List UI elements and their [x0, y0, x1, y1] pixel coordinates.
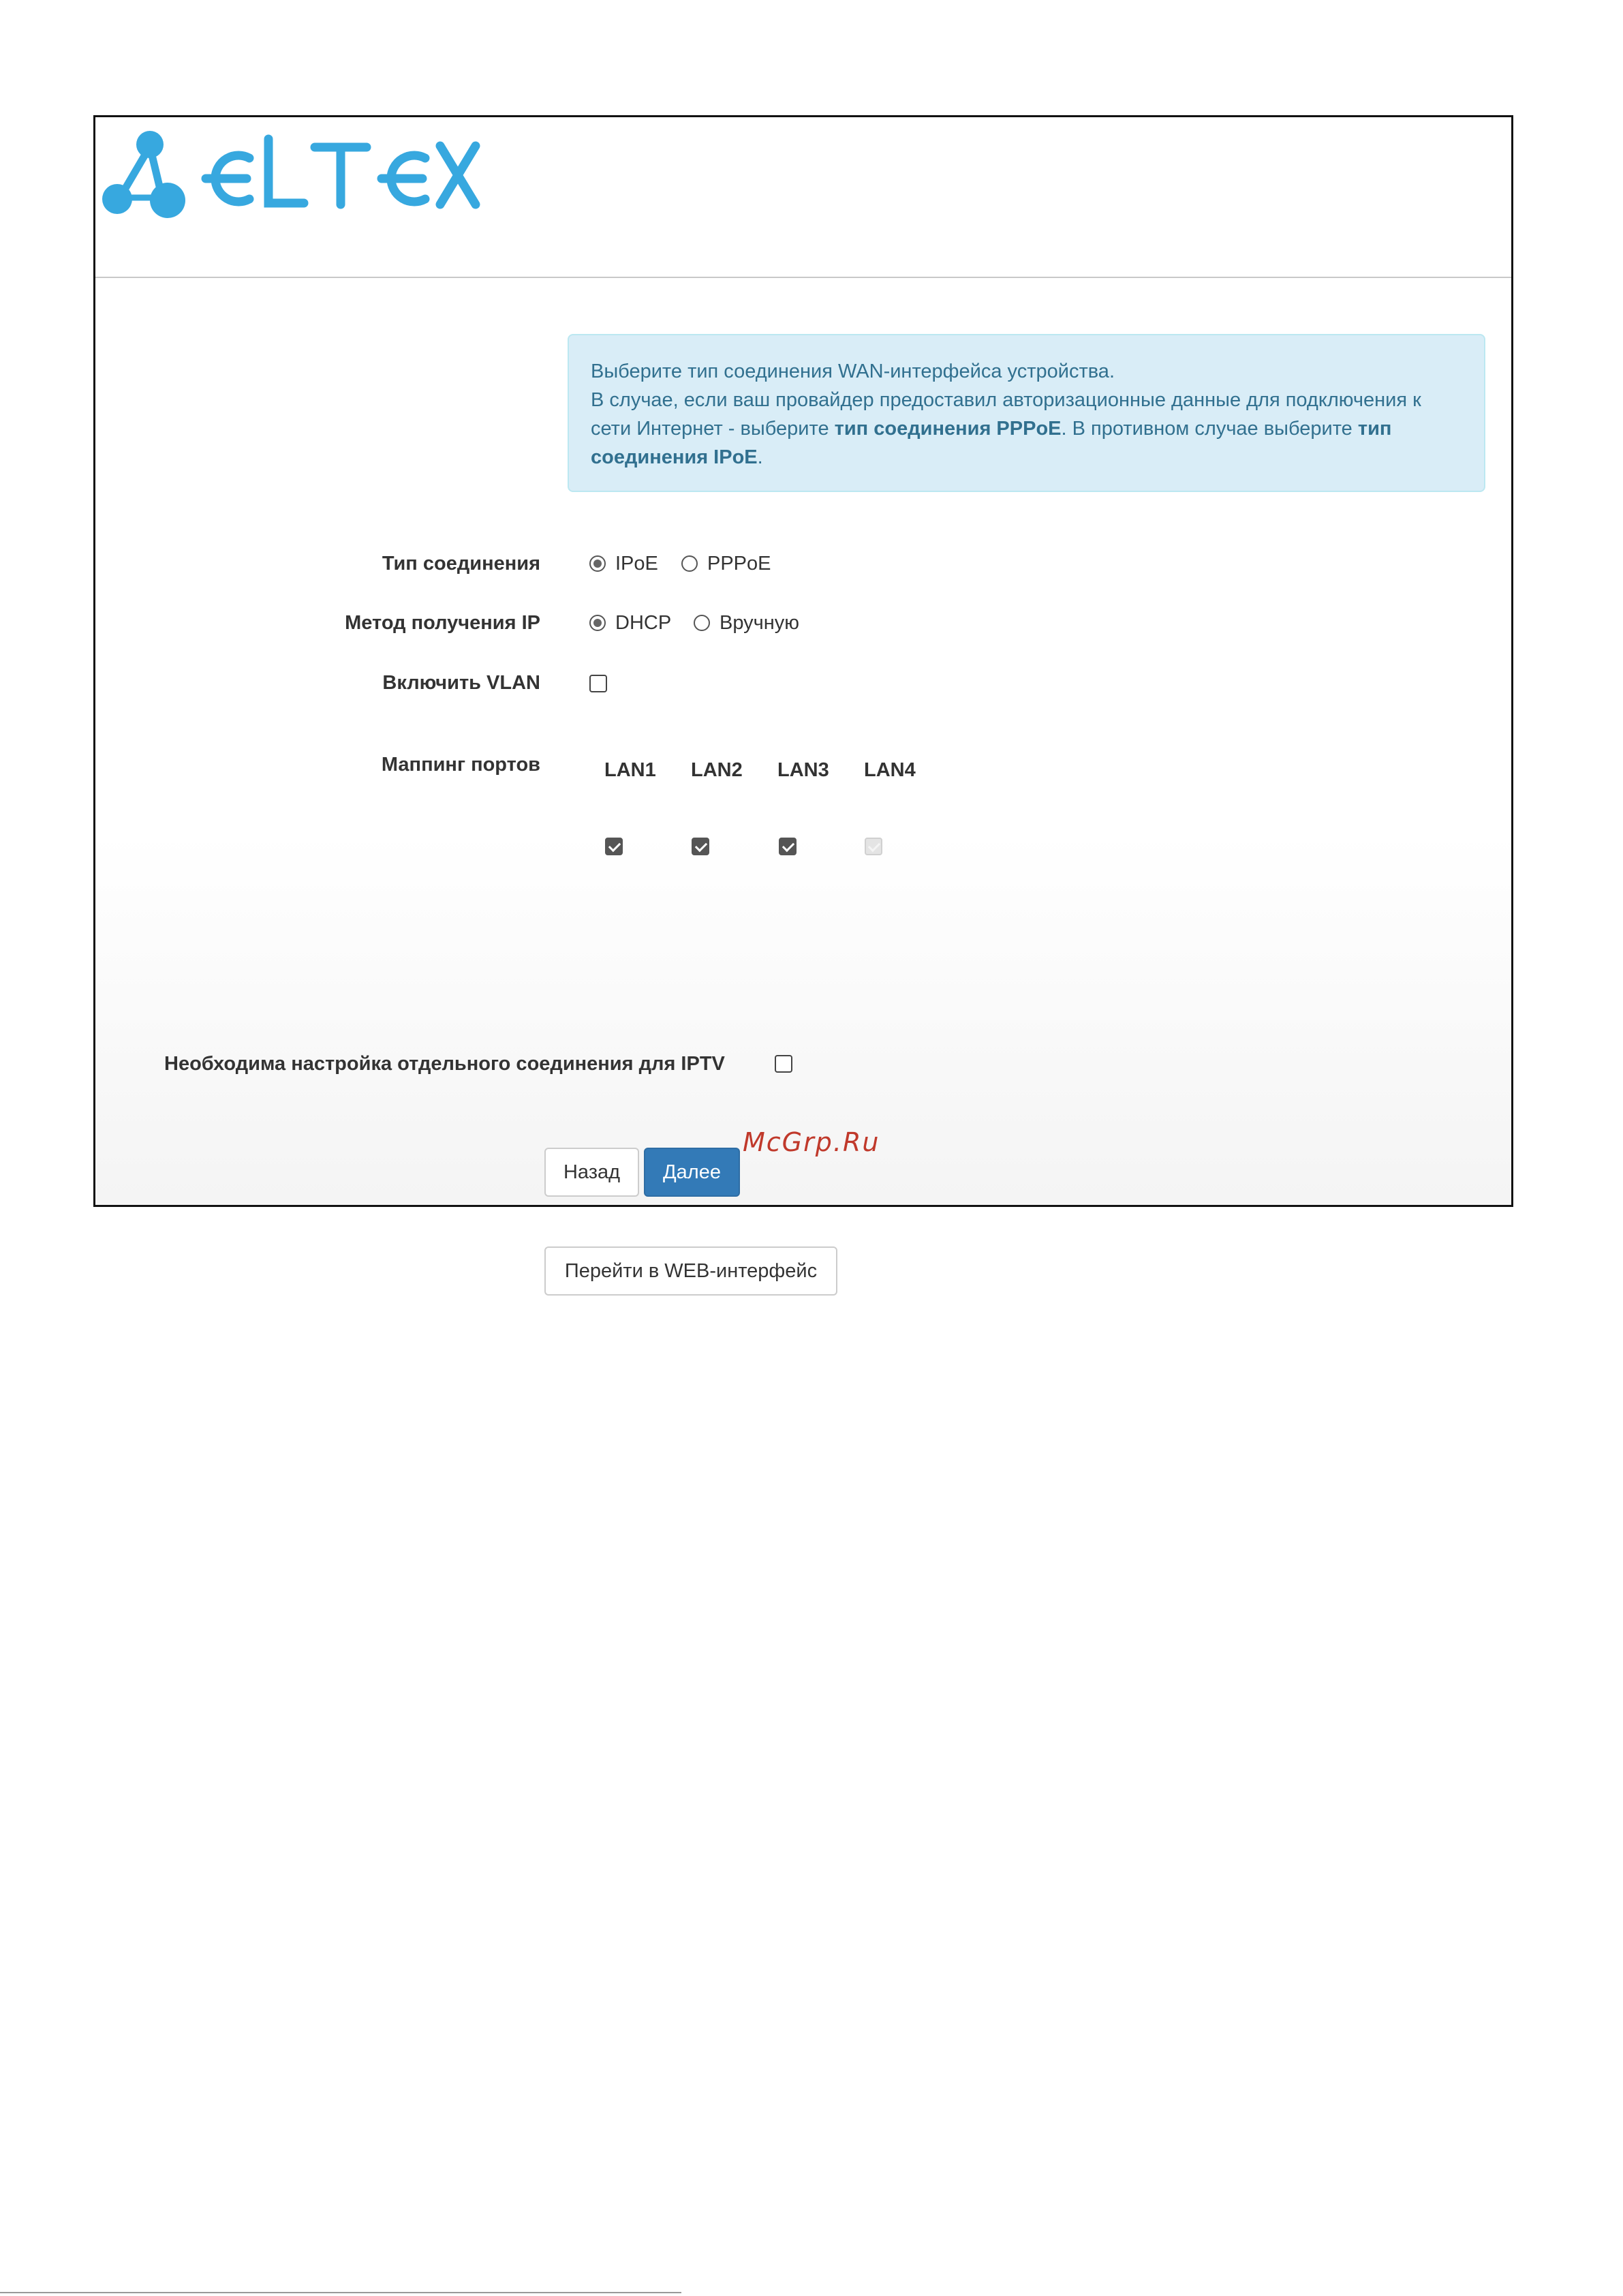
radio-pppoe[interactable] — [681, 551, 771, 576]
lan2-header: LAN2 — [691, 759, 743, 781]
watermark: McGrp.Ru — [743, 1127, 880, 1157]
connection-type-label: Тип соединения — [382, 553, 540, 575]
alert-bold-pppoe: тип соединения PPPoE — [834, 418, 1062, 440]
lan2-checkbox[interactable] — [692, 838, 709, 855]
lan4-checkbox — [865, 838, 882, 855]
info-alert — [568, 334, 1485, 492]
lan3-checkbox[interactable] — [779, 838, 797, 855]
header — [95, 117, 1511, 277]
lan1-header: LAN1 — [604, 759, 656, 781]
radio-manual-label: Вручную — [720, 612, 800, 634]
alert-bold-ipoe: тип соединения IPoE — [591, 418, 1392, 468]
back-button[interactable]: Назад — [544, 1148, 639, 1197]
radio-dhcp-circle[interactable] — [589, 615, 606, 631]
alert-line-2 — [591, 386, 1462, 472]
port-mapping-label: Маппинг портов — [381, 754, 540, 776]
vlan-label: Включить VLAN — [382, 672, 540, 694]
header-divider — [95, 277, 1511, 278]
lan4-header: LAN4 — [864, 759, 916, 781]
alert-line-1: Выберите тип соединения WAN-интерфейса устройства. — [591, 361, 1115, 382]
ip-method-label: Метод получения IP — [345, 612, 540, 634]
lan3-header: LAN3 — [777, 759, 829, 781]
footer-line — [0, 2292, 681, 2293]
radio-manual-circle[interactable] — [694, 615, 710, 631]
radio-manual[interactable] — [694, 611, 799, 635]
radio-ipoe-label: IPoE — [615, 553, 658, 575]
web-interface-button[interactable]: Перейти в WEB-интерфейс — [544, 1246, 837, 1296]
eltex-logo — [99, 129, 481, 218]
lan1-checkbox[interactable] — [605, 838, 623, 855]
alert-text: В случае, если ваш провайдер предоставил авторизационные данные для подключения к сети Интернет - выберите — [591, 389, 1421, 440]
radio-dhcp-label: DHCP — [615, 612, 672, 634]
radio-pppoe-circle[interactable] — [681, 555, 698, 572]
alert-text: . — [757, 446, 763, 468]
radio-dhcp[interactable] — [589, 611, 671, 635]
alert-text: . В противном случае выберите — [1061, 418, 1358, 440]
radio-ipoe[interactable] — [589, 551, 658, 576]
next-button[interactable]: Далее — [644, 1148, 740, 1197]
radio-pppoe-label: PPPoE — [707, 553, 771, 575]
wizard-window — [93, 115, 1513, 1282]
iptv-label: Необходима настройка отдельного соединения для IPTV — [164, 1053, 725, 1075]
radio-ipoe-circle[interactable] — [589, 555, 606, 572]
iptv-checkbox[interactable] — [775, 1055, 792, 1073]
vlan-checkbox[interactable] — [589, 675, 607, 692]
